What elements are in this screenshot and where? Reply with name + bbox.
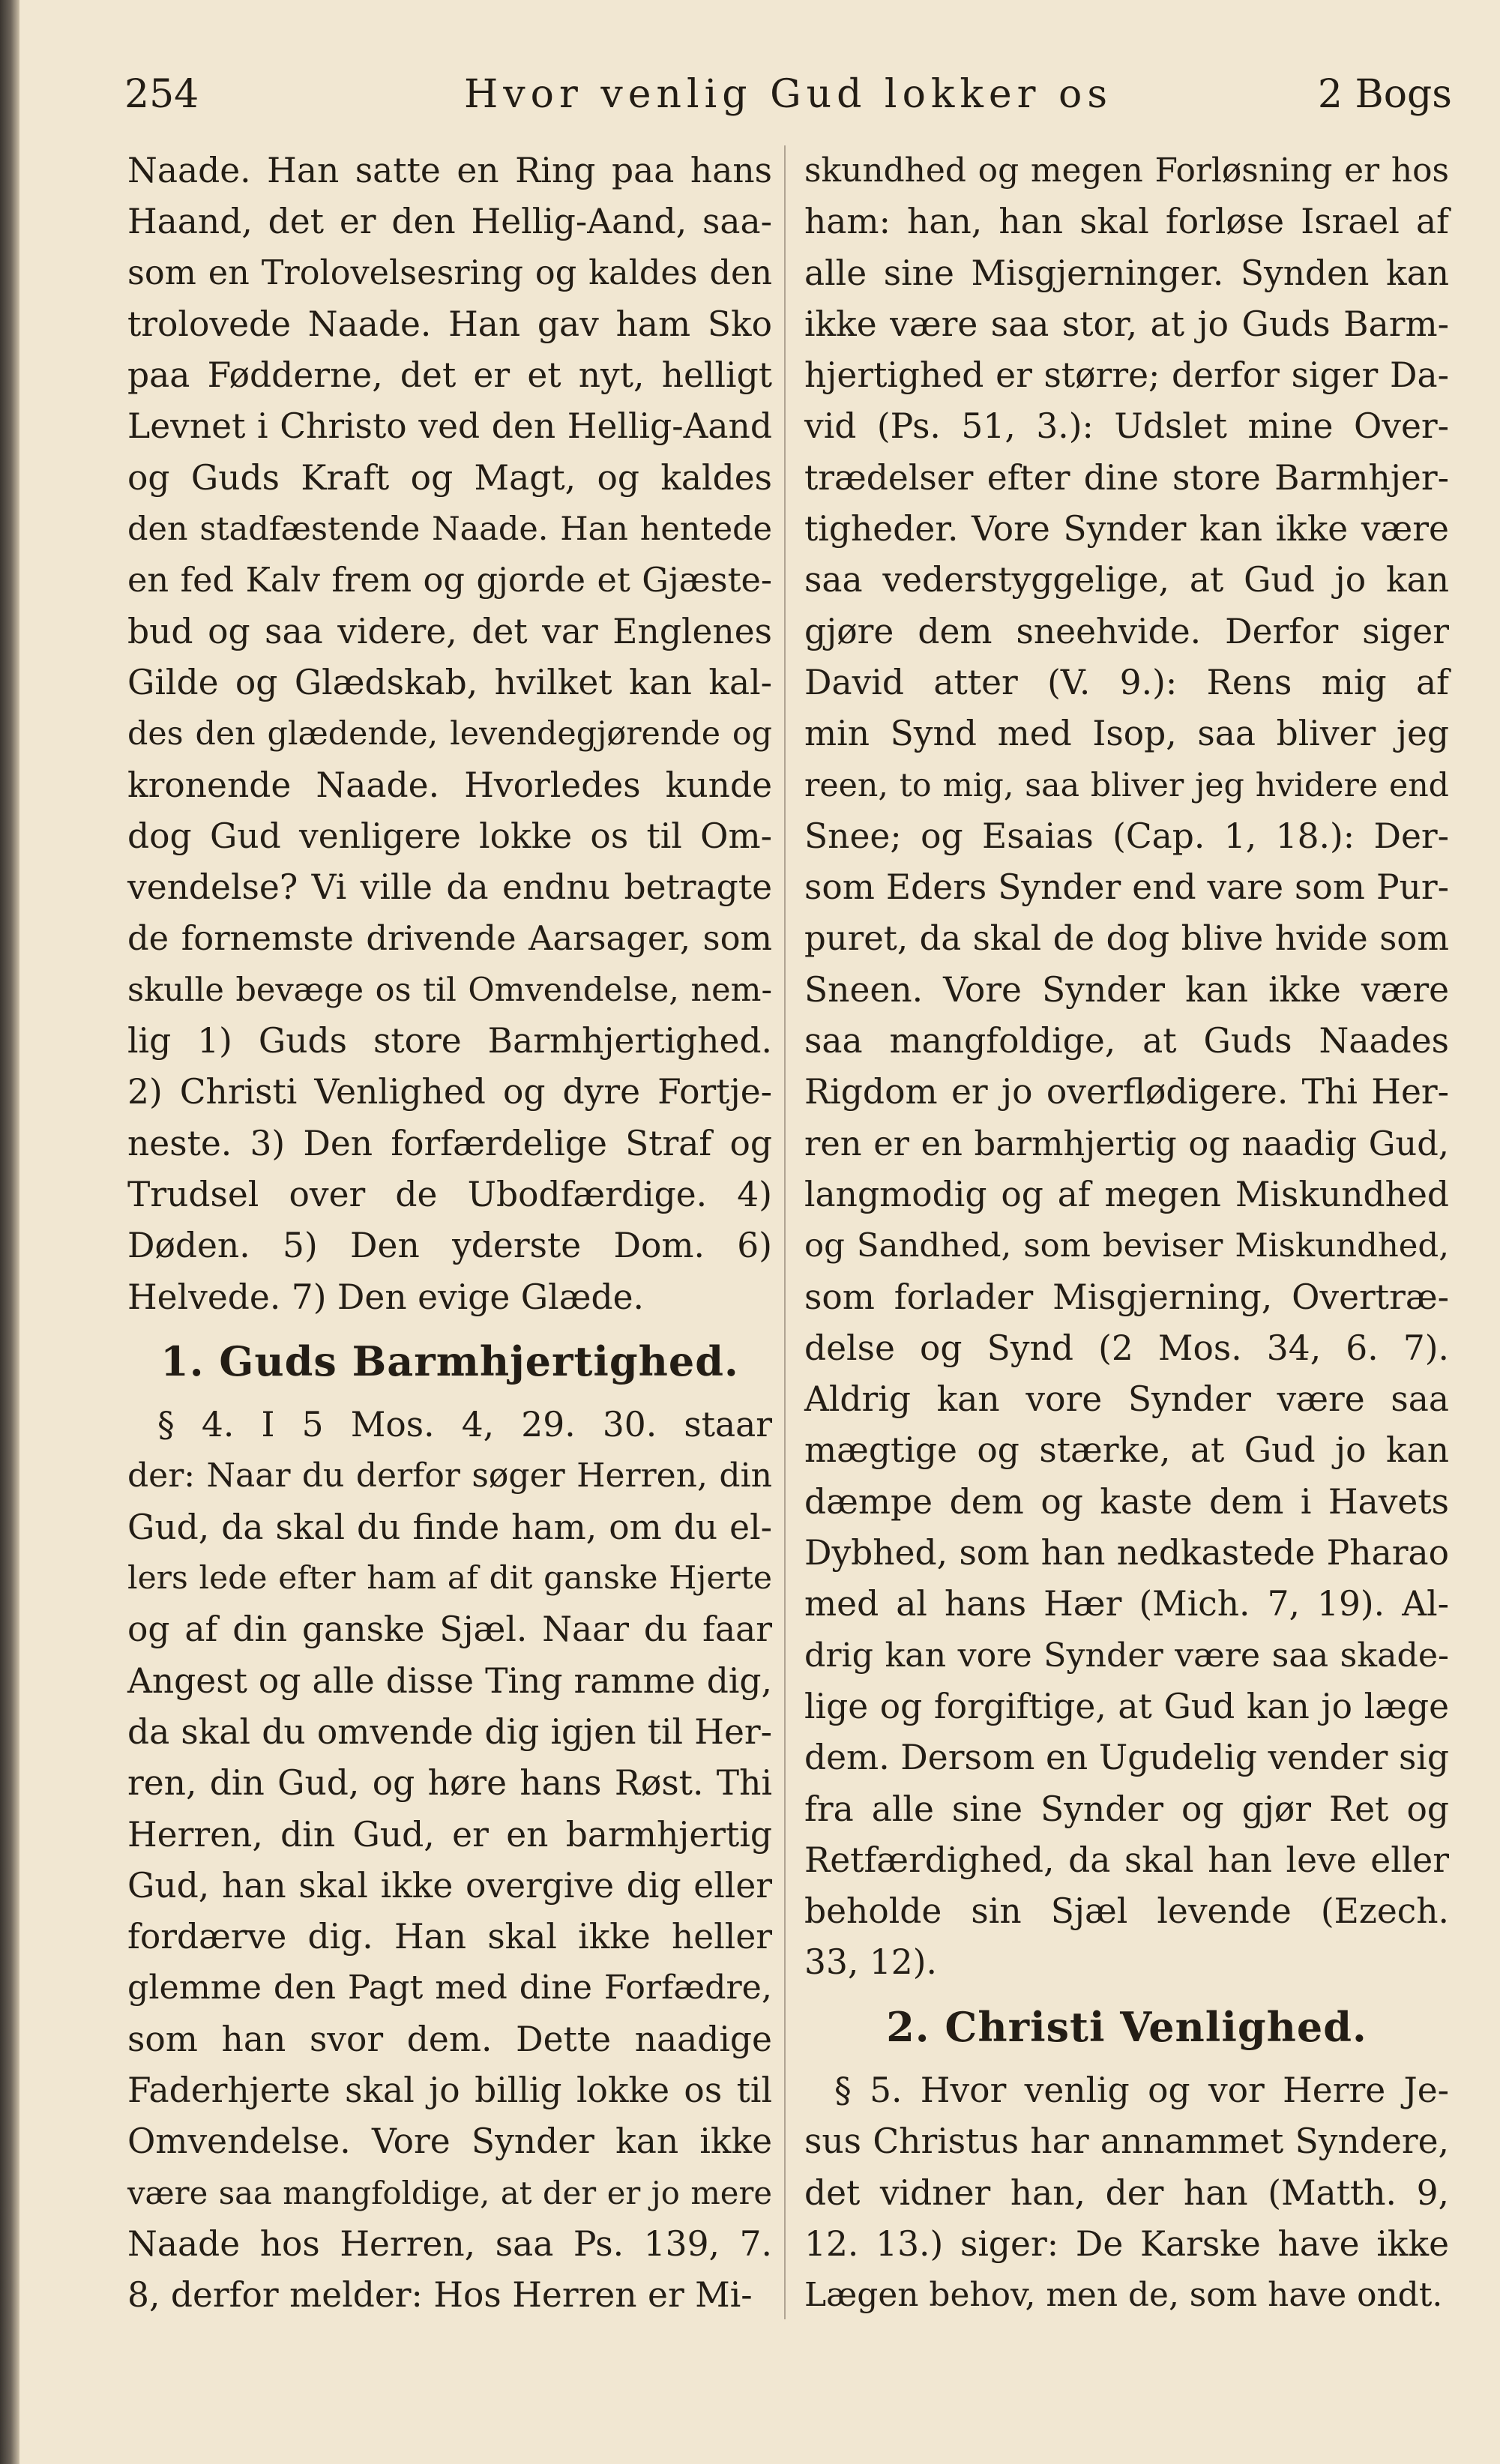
text-line: paa Fødderne, det er et nyt, helligt xyxy=(127,355,772,396)
text-line: Gilde og Glædskab, hvilket kan kal- xyxy=(127,662,772,702)
text-line: skundhed og megen Forløsning er hos xyxy=(804,151,1449,190)
text-line: des den glædende, levendegjørende og xyxy=(127,715,772,753)
text-line: saa vederstyggelige, at Gud jo kan xyxy=(804,560,1449,600)
text-line: Helvede. 7) Den evige Glæde. xyxy=(127,1277,644,1317)
text-line: Herren, din Gud, er en barmhjertig xyxy=(127,1814,772,1855)
right-column xyxy=(804,145,1449,2321)
text-line: puret, da skal de dog blive hvide som xyxy=(804,918,1449,959)
text-line: trædelser efter dine store Barmhjer- xyxy=(804,457,1449,498)
text-line: og Guds Kraft og Magt, og kaldes xyxy=(127,457,772,498)
text-line: mægtige og stærke, at Gud jo kan xyxy=(804,1430,1449,1471)
text-line: Angest og alle disse Ting ramme dig, xyxy=(127,1660,772,1701)
text-line: Levnet i Christo ved den Hellig-Aand xyxy=(127,406,772,447)
text-line: trolovede Naade. Han gav ham Sko xyxy=(127,304,772,344)
text-line: ikke være saa stor, at jo Guds Barm- xyxy=(804,304,1449,344)
text-line: da skal du omvende dig igjen til Her- xyxy=(127,1711,772,1752)
text-line: og af din ganske Sjæl. Naar du faar xyxy=(127,1609,772,1650)
text-line: reen, to mig, saa bliver jeg hvidere end xyxy=(804,766,1449,804)
text-line: vid (Ps. 51, 3.): Udslet mine Over- xyxy=(804,406,1449,447)
text-line: dæmpe dem og kaste dem i Havets xyxy=(804,1481,1449,1522)
text-line: alle sine Misgjerninger. Synden kan xyxy=(804,253,1449,293)
text-line: Naade hos Herren, saa Ps. 139, 7. xyxy=(127,2223,772,2264)
section-heading: 2. Christi Venlighed. xyxy=(886,2002,1367,2051)
text-line: skulle bevæge os til Omvendelse, nem- xyxy=(127,971,772,1009)
text-line: Faderhjerte skal jo billig lokke os til xyxy=(127,2070,772,2110)
text-line: hjertighed er større; derfor siger Da- xyxy=(804,355,1449,396)
text-line: den stadfæstende Naade. Han hentede xyxy=(127,510,772,549)
text-line: dog Gud venligere lokke os til Om- xyxy=(127,816,772,856)
section-heading: 1. Guds Barmhjertighed. xyxy=(160,1337,739,1385)
text-line: de fornemste drivende Aarsager, som xyxy=(127,918,772,959)
text-line: ham: han, han skal forløse Israel af xyxy=(804,202,1449,242)
text-line: Lægen behov, men de, som have ondt. xyxy=(804,2276,1443,2315)
text-line: langmodig og af megen Miskundhed xyxy=(804,1174,1449,1214)
text-line: 8, derfor melder: Hos Herren er Mi- xyxy=(127,2275,753,2316)
text-line: David atter (V. 9.): Rens mig af xyxy=(804,662,1449,702)
page-number: 254 xyxy=(124,72,199,117)
running-title: Hvor venlig Gud lokker os xyxy=(463,72,1113,117)
text-line: fordærve dig. Han skal ikke heller xyxy=(127,1917,772,1957)
text-line: Omvendelse. Vore Synder kan ikke xyxy=(127,2121,772,2162)
text-line: drig kan vore Synder være saa skade- xyxy=(804,1636,1449,1675)
text-line: kronende Naade. Hvorledes kunde xyxy=(127,765,772,805)
text-line: gjøre dem sneehvide. Derfor siger xyxy=(804,611,1449,651)
text-line: § 4. I 5 Mos. 4, 29. 30. staar xyxy=(157,1405,772,1445)
column-divider xyxy=(784,145,786,2319)
page-binding-edge xyxy=(0,0,19,2464)
text-line: dem. Dersom en Ugudelig vender sig xyxy=(804,1738,1449,1778)
text-line: Rigdom er jo overflødigere. Thi Her- xyxy=(804,1072,1449,1112)
left-column xyxy=(127,145,772,2321)
text-line: vendelse? Vi ville da endnu betragte xyxy=(127,867,772,908)
text-line: det vidner han, der han (Matth. 9, xyxy=(804,2172,1449,2213)
text-line: være saa mangfoldige, at der er jo mere xyxy=(127,2174,772,2211)
text-line: sus Christus har annammet Syndere, xyxy=(804,2121,1449,2162)
text-line: som forlader Misgjerning, Overtræ- xyxy=(804,1277,1449,1317)
text-line: lige og forgiftige, at Gud kan jo læge xyxy=(804,1686,1449,1726)
text-line: delse og Synd (2 Mos. 34, 6. 7). xyxy=(804,1328,1449,1368)
text-line: min Synd med Isop, saa bliver jeg xyxy=(804,714,1449,754)
book-reference: 2 Bogs xyxy=(1317,72,1452,117)
text-line: 2) Christi Venlighed og dyre Fortje- xyxy=(127,1072,772,1112)
text-line: som Eders Synder end vare som Pur- xyxy=(804,867,1449,908)
text-line: Retfærdighed, da skal han leve eller xyxy=(804,1840,1449,1880)
text-line: glemme den Pagt med dine Forfædre, xyxy=(127,1969,772,2007)
text-line: bud og saa videre, det var Englenes xyxy=(127,611,772,651)
text-line: 12. 13.) siger: De Karske have ikke xyxy=(804,2223,1449,2264)
text-line: ren er en barmhjertig og naadig Gud, xyxy=(804,1124,1449,1163)
text-line: neste. 3) Den forfærdelige Straf og xyxy=(127,1123,772,1163)
text-line: Haand, det er den Hellig-Aand, saa- xyxy=(127,202,772,242)
text-line: ren, din Gud, og høre hans Røst. Thi xyxy=(127,1763,772,1804)
text-line: Dybhed, som han nedkastede Pharao xyxy=(804,1533,1449,1573)
text-line: Naade. Han satte en Ring paa hans xyxy=(127,151,772,190)
text-line: Døden. 5) Den yderste Dom. 6) xyxy=(127,1226,772,1266)
text-line: 33, 12). xyxy=(804,1942,937,1983)
text-line: saa mangfoldige, at Guds Naades xyxy=(804,1021,1449,1061)
text-line: som han svor dem. Dette naadige xyxy=(127,2019,772,2059)
text-line: lig 1) Guds store Barmhjertighed. xyxy=(127,1021,772,1061)
text-line: lers lede efter ham af dit ganske Hjerte xyxy=(127,1560,772,1597)
text-line: som en Trolovelsesring og kaldes den xyxy=(127,253,772,292)
text-line: Snee; og Esaias (Cap. 1, 18.): Der- xyxy=(804,816,1449,856)
text-line: der: Naar du derfor søger Herren, din xyxy=(127,1457,772,1495)
text-line: Gud, han skal ikke overgive dig eller xyxy=(127,1865,772,1906)
text-line: med al hans Hær (Mich. 7, 19). Al- xyxy=(804,1584,1449,1624)
text-line: § 5. Hvor venlig og vor Herre Je- xyxy=(834,2070,1449,2110)
text-line: og Sandhed, som beviser Miskundhed, xyxy=(804,1227,1449,1265)
page-header xyxy=(124,64,1452,124)
text-line: beholde sin Sjæl levende (Ezech. xyxy=(804,1891,1449,1932)
text-line: Gud, da skal du finde ham, om du el- xyxy=(127,1507,772,1547)
text-line: Trudsel over de Ubodfærdige. 4) xyxy=(127,1174,772,1214)
text-line: en fed Kalv frem og gjorde et Gjæste- xyxy=(127,561,772,600)
text-line: tigheder. Vore Synder kan ikke være xyxy=(804,509,1449,549)
text-line: fra alle sine Synder og gjør Ret og xyxy=(804,1789,1449,1829)
text-line: Aldrig kan vore Synder være saa xyxy=(804,1379,1449,1420)
text-line: Sneen. Vore Synder kan ikke være xyxy=(804,969,1449,1010)
